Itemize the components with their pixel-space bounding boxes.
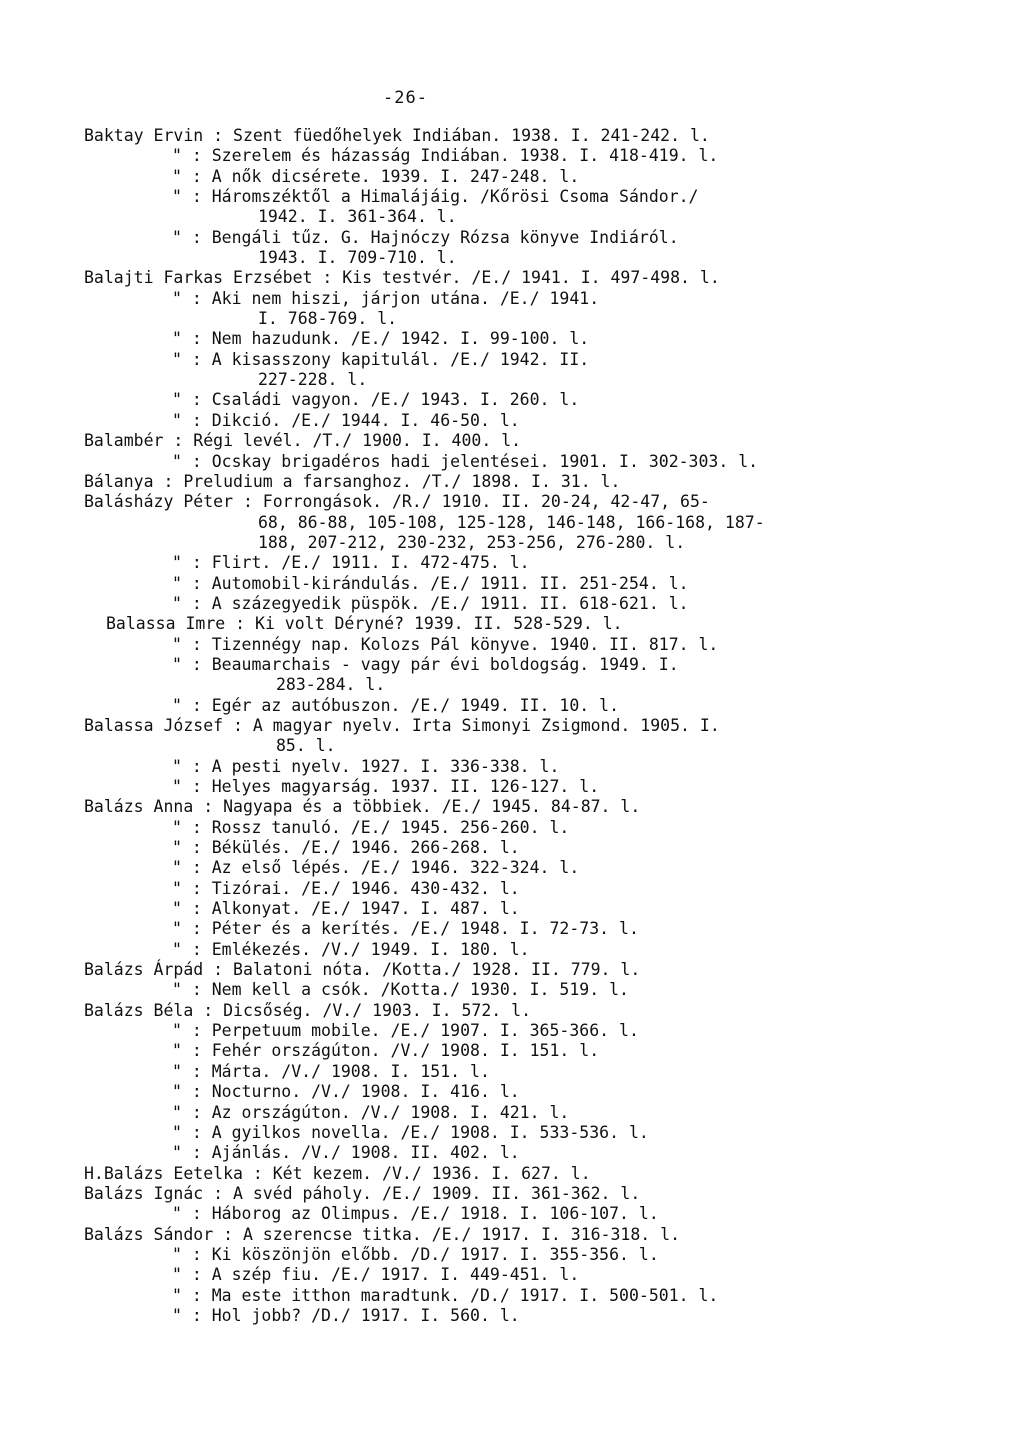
bibliography-line <box>0 207 1024 227</box>
bibliography-line <box>0 899 1024 919</box>
bibliography-line <box>0 167 1024 187</box>
entry-text: H.Balázs Eetelka : Két kezem. /V./ 1936. I. 627. l. <box>84 1163 591 1183</box>
bibliography-line <box>0 1062 1024 1082</box>
bibliography-line <box>0 574 1024 594</box>
bibliography-line <box>0 594 1024 614</box>
entry-text: " : Helyes magyarság. 1937. II. 126-127. l. <box>172 777 600 796</box>
bibliography-line <box>0 1245 1024 1265</box>
entry-text: " : Fehér országúton. /V./ 1908. I. 151. l. <box>172 1041 600 1061</box>
entry-text: Bálanya : Preludium a farsanghoz. /T./ 1898. I. 31. l. <box>84 471 621 491</box>
entry-text: " : Beaumarchais - vagy pár évi boldogság. 1949. I. <box>172 654 679 674</box>
bibliography-line <box>0 289 1024 309</box>
bibliography-line <box>0 472 1024 492</box>
entry-text: Balázs Anna : Nagyapa és a többiek. /E./ 1945. 84-87. l. <box>84 797 641 817</box>
bibliography-entries <box>0 126 1024 1326</box>
bibliography-line <box>0 431 1024 451</box>
entry-text: " : Háromszéktől a Himalájáig. /Kőrösi Csoma Sándor./ <box>172 187 699 207</box>
entry-text: " : A pesti nyelv. 1927. I. 336-338. l. <box>172 756 560 776</box>
entry-text: " : A szép fiu. /E./ 1917. I. 449-451. l. <box>172 1265 580 1285</box>
bibliography-line <box>0 452 1024 472</box>
entry-text: 188, 207-212, 230-232, 253-256, 276-280. l. <box>258 532 686 552</box>
bibliography-line <box>0 635 1024 655</box>
entry-text: Balázs Ignác : A svéd páholy. /E./ 1909. II. 361-362. l. <box>84 1183 641 1203</box>
bibliography-line <box>0 736 1024 756</box>
entry-text: " : Péter és a kerítés. /E./ 1948. I. 72-73. l. <box>172 919 639 939</box>
entry-text: Balassa Imre : Ki volt Déryné? 1939. II. 528-529. l. <box>106 614 623 634</box>
entry-text: " : Ma este itthon maradtunk. /D./ 1917. I. 500-501. l. <box>172 1285 719 1305</box>
bibliography-line <box>0 675 1024 695</box>
entry-text: 227-228. l. <box>258 370 368 390</box>
entry-text: Balajti Farkas Erzsébet : Kis testvér. /E./ 1941. I. 497-498. l. <box>84 268 720 288</box>
entry-text: 85. l. <box>276 736 336 756</box>
bibliography-line <box>0 1184 1024 1204</box>
entry-text: " : Aki nem hiszi, járjon utána. /E./ 1941. <box>172 288 600 308</box>
bibliography-line <box>0 513 1024 533</box>
bibliography-line <box>0 187 1024 207</box>
bibliography-line <box>0 655 1024 675</box>
bibliography-line <box>0 268 1024 288</box>
entry-text: " : Békülés. /E./ 1946. 266-268. l. <box>172 838 520 858</box>
entry-text: " : A nők dicsérete. 1939. I. 247-248. l. <box>172 166 580 186</box>
bibliography-line <box>0 350 1024 370</box>
entry-text: " : A százegyedik püspök. /E./ 1911. II. 618-621. l. <box>172 593 689 613</box>
entry-text: Balassa József : A magyar nyelv. Irta Simonyi Zsigmond. 1905. I. <box>84 715 720 735</box>
entry-text: 283-284. l. <box>276 675 386 695</box>
entry-text: " : Ki köszönjön előbb. /D./ 1917. I. 355-356. l. <box>172 1244 659 1264</box>
entry-text: " : Tizennégy nap. Kolozs Pál könyve. 1940. II. 817. l. <box>172 634 719 654</box>
bibliography-line <box>0 1041 1024 1061</box>
bibliography-line <box>0 1265 1024 1285</box>
entry-text: " : Alkonyat. /E./ 1947. I. 487. l. <box>172 899 520 919</box>
entry-text: " : A gyilkos novella. /E./ 1908. I. 533-536. l. <box>172 1122 649 1142</box>
entry-text: Balázs Béla : Dicsőség. /V./ 1903. I. 572. l. <box>84 1000 532 1020</box>
bibliography-line <box>0 1001 1024 1021</box>
bibliography-line <box>0 1103 1024 1123</box>
bibliography-line <box>0 757 1024 777</box>
bibliography-line <box>0 614 1024 634</box>
entry-text: " : A kisasszony kapitulál. /E./ 1942. II. <box>172 349 590 369</box>
entry-text: " : Dikció. /E./ 1944. I. 46-50. l. <box>172 410 520 430</box>
bibliography-line <box>0 1286 1024 1306</box>
entry-text: " : Bengáli tűz. G. Hajnóczy Rózsa könyve Indiáról. <box>172 227 679 247</box>
entry-text: " : Nocturno. /V./ 1908. I. 416. l. <box>172 1082 520 1102</box>
entry-text: " : Márta. /V./ 1908. I. 151. l. <box>172 1061 490 1081</box>
bibliography-line <box>0 838 1024 858</box>
bibliography-line <box>0 248 1024 268</box>
entry-text: " : Hol jobb? /D./ 1917. I. 560. l. <box>172 1305 520 1325</box>
bibliography-line <box>0 1123 1024 1143</box>
entry-text: " : Perpetuum mobile. /E./ 1907. I. 365-366. l. <box>172 1021 639 1041</box>
bibliography-line <box>0 1143 1024 1163</box>
entry-text: " : Egér az autóbuszon. /E./ 1949. II. 10. l. <box>172 695 620 715</box>
bibliography-line <box>0 940 1024 960</box>
bibliography-line <box>0 1204 1024 1224</box>
bibliography-line <box>0 309 1024 329</box>
bibliography-line <box>0 1306 1024 1326</box>
bibliography-line <box>0 777 1024 797</box>
bibliography-line <box>0 980 1024 1000</box>
bibliography-line <box>0 879 1024 899</box>
bibliography-line <box>0 1082 1024 1102</box>
entry-text: " : Ocskay brigadéros hadi jelentései. 1901. I. 302-303. l. <box>172 451 759 471</box>
bibliography-line <box>0 797 1024 817</box>
bibliography-line <box>0 960 1024 980</box>
bibliography-line <box>0 228 1024 248</box>
entry-text: 1943. I. 709-710. l. <box>258 248 457 268</box>
entry-text: 68, 86-88, 105-108, 125-128, 146-148, 166-168, 187- <box>258 512 765 532</box>
bibliography-line <box>0 533 1024 553</box>
entry-text: 1942. I. 361-364. l. <box>258 207 457 227</box>
entry-text: " : Ajánlás. /V./ 1908. II. 402. l. <box>172 1143 520 1163</box>
entry-text: " : Flirt. /E./ 1911. I. 472-475. l. <box>172 553 530 573</box>
entry-text: " : Háborog az Olimpus. /E./ 1918. I. 106-107. l. <box>172 1204 659 1224</box>
entry-text: Baktay Ervin : Szent füedőhelyek Indiában. 1938. I. 241-242. l. <box>84 126 710 145</box>
entry-text: " : Nem hazudunk. /E./ 1942. I. 99-100. l. <box>172 329 590 349</box>
bibliography-line <box>0 696 1024 716</box>
entry-text: " : Az országúton. /V./ 1908. I. 421. l. <box>172 1102 570 1122</box>
entry-text: " : Családi vagyon. /E./ 1943. I. 260. l. <box>172 390 580 410</box>
bibliography-line <box>0 1225 1024 1245</box>
entry-text: Balambér : Régi levél. /T./ 1900. I. 400. l. <box>84 431 522 451</box>
entry-text: " : Az első lépés. /E./ 1946. 322-324. l. <box>172 858 580 878</box>
bibliography-line <box>0 919 1024 939</box>
bibliography-line <box>0 1021 1024 1041</box>
page-number: -26- <box>383 88 428 108</box>
entry-text: Balázs Árpád : Balatoni nóta. /Kotta./ 1928. II. 779. l. <box>84 960 641 980</box>
bibliography-line <box>0 390 1024 410</box>
entry-text: " : Szerelem és házasság Indiában. 1938. I. 418-419. l. <box>172 146 719 166</box>
bibliography-line <box>0 492 1024 512</box>
entry-text: I. 768-769. l. <box>258 309 398 329</box>
entry-text: Balásházy Péter : Forrongások. /R./ 1910. II. 20-24, 42-47, 65- <box>84 492 710 512</box>
bibliography-line <box>0 716 1024 736</box>
bibliography-line <box>0 553 1024 573</box>
bibliography-line <box>0 126 1024 146</box>
entry-text: Balázs Sándor : A szerencse titka. /E./ 1917. I. 316-318. l. <box>84 1224 681 1244</box>
bibliography-line <box>0 329 1024 349</box>
bibliography-line <box>0 858 1024 878</box>
entry-text: " : Tizórai. /E./ 1946. 430-432. l. <box>172 878 520 898</box>
entry-text: " : Nem kell a csók. /Kotta./ 1930. I. 519. l. <box>172 980 629 1000</box>
bibliography-line <box>0 370 1024 390</box>
bibliography-line <box>0 411 1024 431</box>
entry-text: " : Rossz tanuló. /E./ 1945. 256-260. l. <box>172 817 570 837</box>
bibliography-line <box>0 146 1024 166</box>
entry-text: " : Automobil-kirándulás. /E./ 1911. II. 251-254. l. <box>172 573 689 593</box>
bibliography-line <box>0 1164 1024 1184</box>
bibliography-line <box>0 818 1024 838</box>
entry-text: " : Emlékezés. /V./ 1949. I. 180. l. <box>172 939 530 959</box>
